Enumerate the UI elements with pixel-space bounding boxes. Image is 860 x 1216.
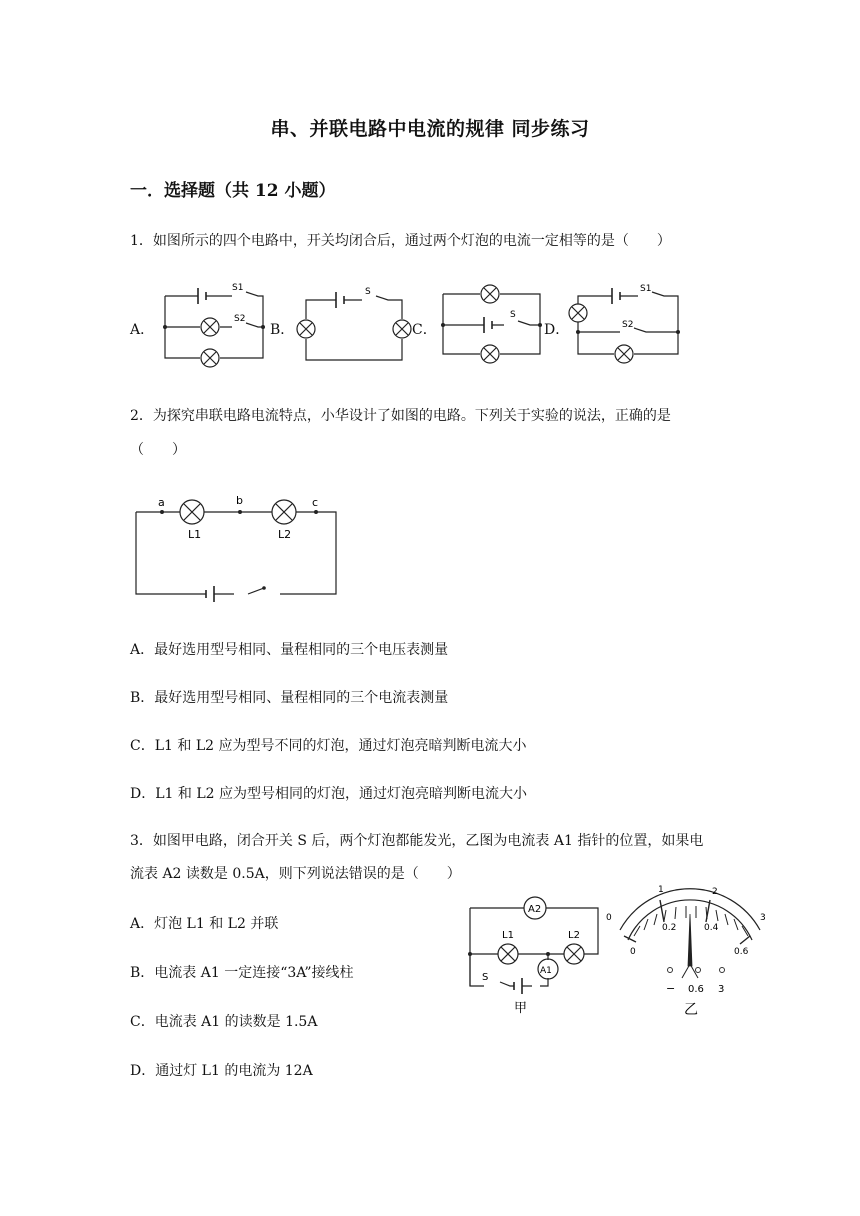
meter-bottom-scale-label: 0.6 bbox=[734, 947, 749, 957]
switch-label: S bbox=[365, 287, 371, 297]
q3-ammeter-yi-diagram bbox=[600, 878, 770, 1018]
point-c-label: c bbox=[312, 496, 319, 509]
meter-bottom-scale-label: 0.2 bbox=[662, 923, 677, 933]
q3-option-a[interactable]: A．灯泡 L1 和 L2 并联 bbox=[130, 916, 279, 932]
ammeter-a2-label: A2 bbox=[528, 904, 542, 915]
lamp-l1-label: L1 bbox=[188, 528, 202, 541]
lamp-l2-label: L2 bbox=[568, 930, 580, 941]
meter-bottom-scale-label: 0 bbox=[630, 947, 636, 957]
meter-top-scale-label: 3 bbox=[760, 913, 766, 923]
switch-label: S bbox=[510, 310, 516, 320]
q2-stem-line1: 2．为探究串联电路电流特点，小华设计了如图的电路。下列关于实验的说法，正确的是 bbox=[130, 408, 671, 424]
terminal-label: − bbox=[666, 982, 676, 995]
switch-label: S1 bbox=[640, 284, 652, 294]
q2-circuit-diagram bbox=[132, 490, 342, 602]
lamp-l2-label: L2 bbox=[278, 528, 292, 541]
q1-option-b[interactable]: B． bbox=[270, 322, 295, 338]
q2-stem-line2: （ ） bbox=[130, 442, 186, 458]
figure-jia-label: 甲 bbox=[514, 1001, 528, 1016]
switch-label: S2 bbox=[622, 320, 634, 330]
q2-option-d[interactable]: D．L1 和 L2 应为型号相同的灯泡，通过灯泡亮暗判断电流大小 bbox=[130, 786, 527, 802]
switch-label: S1 bbox=[232, 283, 244, 293]
q1-option-a[interactable]: A． bbox=[130, 322, 155, 338]
switch-s-label: S bbox=[482, 972, 489, 983]
q3-option-b[interactable]: B．电流表 A1 一定连接“3A”接线柱 bbox=[130, 965, 354, 981]
q3-option-c[interactable]: C．电流表 A1 的读数是 1.5A bbox=[130, 1014, 318, 1030]
circuit-c-diagram bbox=[440, 280, 550, 370]
q3-circuit-jia-diagram bbox=[468, 896, 608, 1018]
q2-option-c[interactable]: C．L1 和 L2 应为型号不同的灯泡，通过灯泡亮暗判断电流大小 bbox=[130, 738, 527, 754]
q1-option-c[interactable]: C． bbox=[412, 322, 437, 338]
meter-top-scale-label: 1 bbox=[658, 885, 664, 895]
meter-top-scale-label: 0 bbox=[606, 913, 612, 923]
q3-option-d[interactable]: D．通过灯 L1 的电流为 12A bbox=[130, 1063, 313, 1079]
switch-label: S2 bbox=[234, 314, 246, 324]
meter-top-scale-label: 2 bbox=[712, 887, 718, 897]
q3-stem-line1: 3．如图甲电路，闭合开关 S 后，两个灯泡都能发光，乙图为电流表 A1 指针的位置，如果电 bbox=[130, 833, 704, 849]
terminal-label: 0.6 bbox=[688, 984, 704, 995]
page-title: 串、并联电路中电流的规律 同步练习 bbox=[270, 118, 590, 140]
lamp-l1-label: L1 bbox=[502, 930, 514, 941]
circuit-d-diagram bbox=[568, 280, 683, 370]
ammeter-a1-label: A1 bbox=[540, 966, 552, 976]
q2-option-b[interactable]: B．最好选用型号相同、量程相同的三个电流表测量 bbox=[130, 690, 449, 706]
q3-stem-line2: 流表 A2 读数是 0.5A，则下列说法错误的是（ ） bbox=[130, 866, 461, 882]
section-heading: 一．选择题（共 12 小题） bbox=[130, 181, 336, 201]
q1-stem: 1．如图所示的四个电路中，开关均闭合后，通过两个灯泡的电流一定相等的是（ ） bbox=[130, 233, 671, 249]
meter-bottom-scale-label: 0.4 bbox=[704, 923, 719, 933]
terminal-label: 3 bbox=[718, 984, 725, 995]
q1-option-d[interactable]: D． bbox=[544, 322, 570, 338]
circuit-b-diagram bbox=[292, 285, 412, 365]
point-b-label: b bbox=[236, 494, 243, 507]
point-a-label: a bbox=[158, 496, 165, 509]
circuit-a-diagram bbox=[160, 280, 270, 370]
q2-option-a[interactable]: A．最好选用型号相同、量程相同的三个电压表测量 bbox=[130, 642, 449, 658]
figure-yi-label: 乙 bbox=[684, 1002, 698, 1018]
